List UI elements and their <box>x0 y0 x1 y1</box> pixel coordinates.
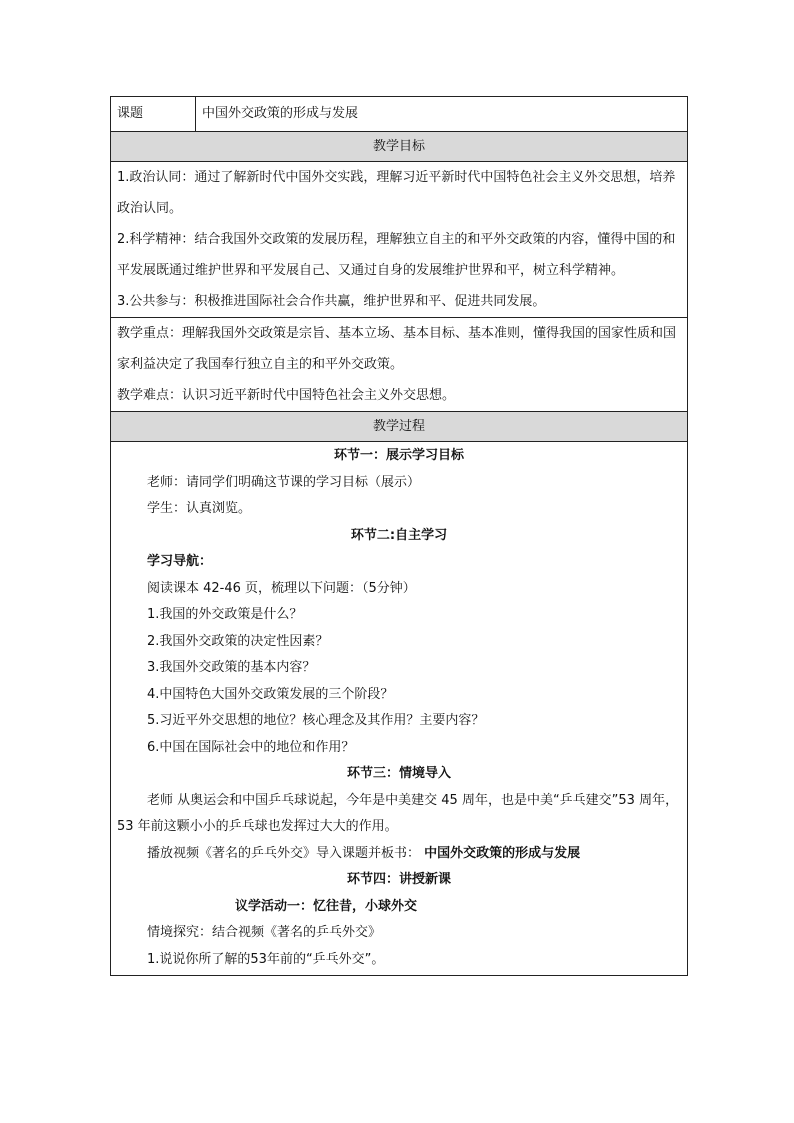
reading-instruction: 阅读课本 42-46 页，梳理以下问题：（5分钟） <box>147 580 416 596</box>
topic-label: 课题 <box>111 97 196 132</box>
key-points-row <box>111 318 688 412</box>
question-4: 4.中国特色大国外交政策发展的三个阶段？ <box>147 686 394 702</box>
step3-video <box>117 841 681 868</box>
question-6: 6.中国在国际社会中的地位和作用？ <box>147 739 355 755</box>
question-5: 5.习近平外交思想的地位？核心理念及其作用？主要内容？ <box>147 713 485 728</box>
objective-item-2: 2.科学精神：结合我国外交政策的发展历程，理解独立自主的和平外交政策的内容，懂得中国的和平发展既通过维护世界和平发展自己、又通过自身的发展维护世界和平，树立科学精神。 <box>117 232 676 278</box>
topic-title: 中国外交政策的形成与发展 <box>196 97 688 132</box>
objectives-heading: 教学目标 <box>111 132 688 162</box>
step4-title: 环节四：讲授新课 <box>346 872 451 887</box>
video-topic: 中国外交政策的形成与发展 <box>424 845 581 861</box>
step2-title: 环节二:自主学习 <box>350 527 448 543</box>
objective-item-3: 3.公共参与：积极推进国际社会合作共赢，维护世界和平、促进共同发展。 <box>117 294 546 309</box>
objectives-heading-row <box>111 132 688 162</box>
question-3: 3.我国外交政策的基本内容？ <box>147 660 316 675</box>
objectives-row <box>111 162 688 318</box>
step1-teacher: 老师：请同学们明确这节课的学习目标（展示） <box>147 474 421 490</box>
step1-student: 学生：认真浏览。 <box>147 501 252 516</box>
process-row <box>111 442 688 976</box>
video-prefix: 播放视频《著名的乒乓外交》导入课题并板书： <box>147 845 421 861</box>
process-heading: 教学过程 <box>111 412 688 442</box>
teaching-difficulty: 教学难点：认识习近平新时代中国特色社会主义外交思想。 <box>117 388 456 403</box>
step1-title: 环节一：展示学习目标 <box>333 448 464 463</box>
activity-1: 议学活动一：忆往昔，小球外交 <box>235 898 418 914</box>
inquiry: 情境探究：结合视频《著名的乒乓外交》 <box>147 925 382 940</box>
inquiry-question-1: 1.说说你所了解的53年前的“乒乓外交”。 <box>147 951 385 967</box>
step3-teacher: 老师 从奥运会和中国乒乓球说起，今年是中美建交 45 周年，也是中美“乒乓建交”53 周年，53 年前这颗小小的乒乓球也发挥过大大的作用。 <box>117 792 679 834</box>
process-heading-row <box>111 412 688 442</box>
question-2: 2.我国外交政策的决定性因素？ <box>147 633 329 649</box>
teaching-focus: 教学重点：理解我国外交政策是宗旨、基本立场、基本目标、基本准则，懂得我国的国家性质和国家利益决定了我国奉行独立自主的和平外交政策。 <box>117 326 677 372</box>
step3-title: 环节三：情境导入 <box>346 766 451 781</box>
topic-row <box>111 97 688 132</box>
lesson-plan-table <box>110 96 688 976</box>
objective-item-1: 1.政治认同：通过了解新时代中国外交实践，理解习近平新时代中国特色社会主义外交思想，培养政治认同。 <box>117 170 676 216</box>
nav-label: 学习导航： <box>147 554 213 569</box>
question-1: 1.我国的外交政策是什么？ <box>147 607 303 622</box>
